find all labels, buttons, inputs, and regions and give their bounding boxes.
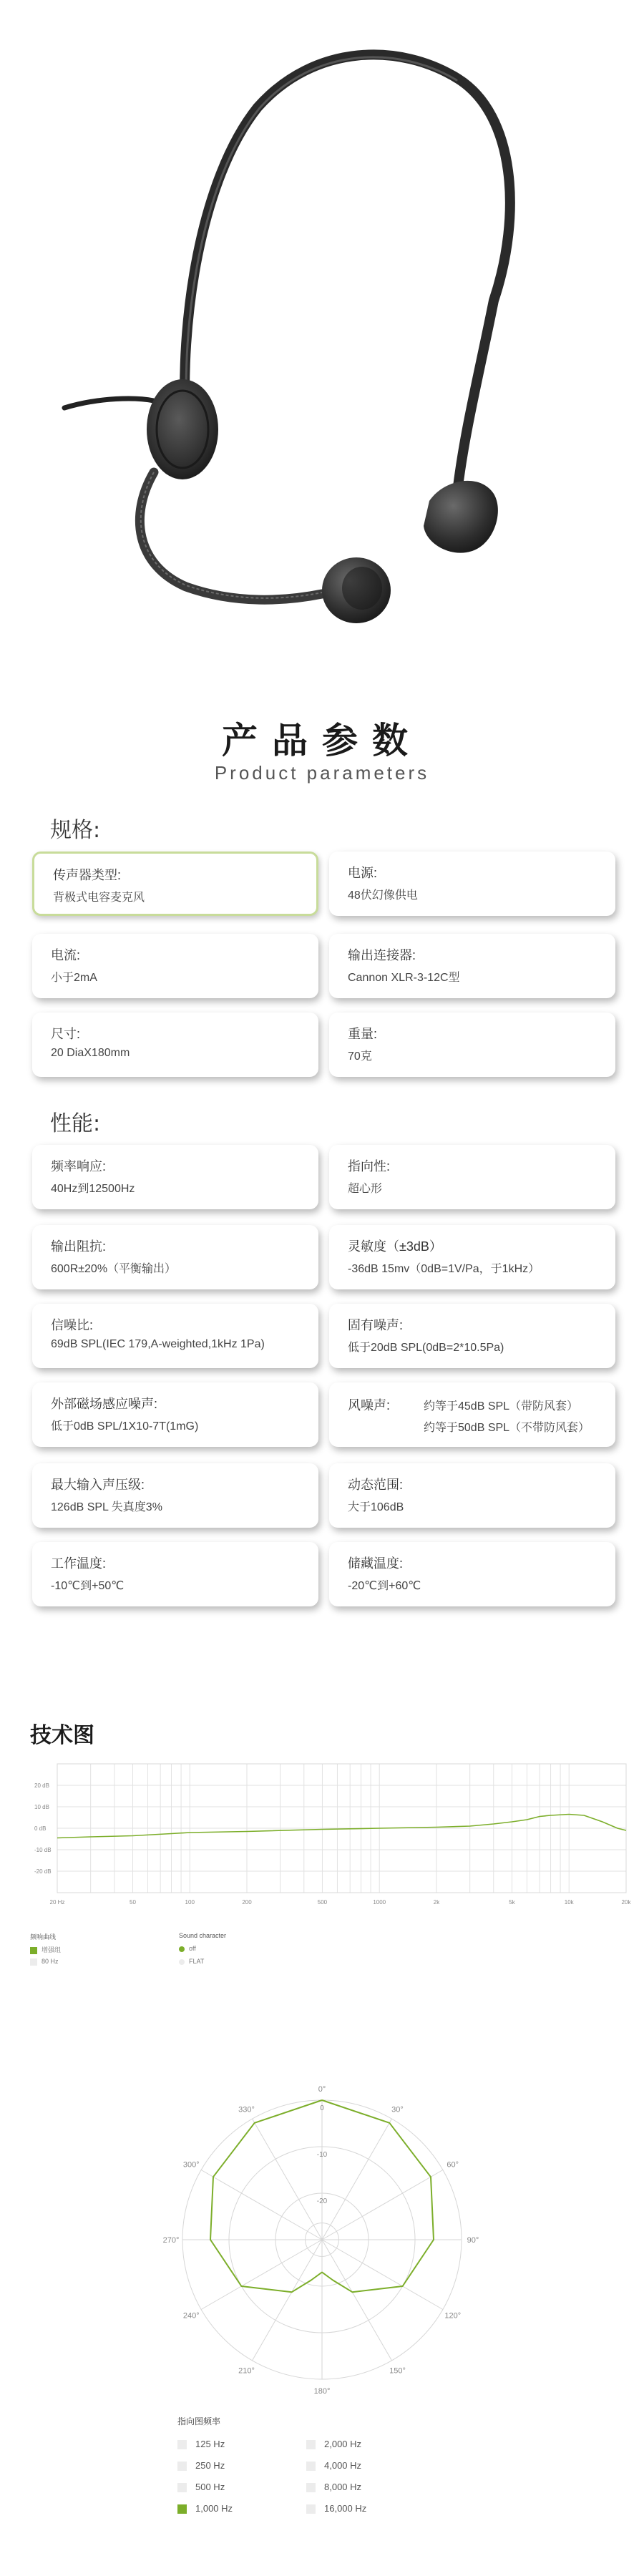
performance-label: 信噪比: xyxy=(51,1318,94,1332)
angle-label: 180° xyxy=(313,2387,331,2396)
radial-label: -10 xyxy=(316,2151,328,2159)
freq-legend-title: 频响曲线 xyxy=(30,1933,57,1941)
radio-icon xyxy=(179,1946,185,1952)
performance-card xyxy=(329,1145,615,1209)
performance-card xyxy=(32,1542,318,1606)
y-tick-label: 0 dB xyxy=(34,1825,47,1832)
x-tick-label: 20 Hz xyxy=(49,1899,65,1906)
performance-label: 频率响应: xyxy=(51,1159,107,1174)
spec-card xyxy=(32,1013,318,1077)
polar-spoke xyxy=(322,2119,392,2240)
polar-spoke xyxy=(201,2240,322,2310)
x-tick-label: 200 xyxy=(242,1899,252,1906)
polar-legend-item[interactable]: 16,000 Hz xyxy=(306,2503,366,2514)
angle-label: 0° xyxy=(318,2085,326,2094)
polar-legend-item[interactable]: 125 Hz xyxy=(177,2439,225,2449)
performance-value: 超心形 xyxy=(348,1183,383,1195)
performance-card xyxy=(32,1304,318,1368)
polar-legend-item[interactable]: 2,000 Hz xyxy=(306,2439,361,2449)
frequency-response-chart xyxy=(29,1757,630,1914)
polar-spoke xyxy=(253,2119,323,2240)
performance-card xyxy=(329,1542,615,1606)
performance-value: 600R±20%（平衡输出） xyxy=(51,1263,177,1275)
polar-spoke xyxy=(322,2240,392,2361)
performance-value: 低于0dB SPL/1X10-7T(1mG) xyxy=(51,1420,199,1433)
spec-value: Cannon XLR-3-12C型 xyxy=(348,972,460,984)
polar-spoke xyxy=(322,2240,443,2310)
spec-value: 小于2mA xyxy=(51,972,97,984)
polar-legend-item[interactable]: 4,000 Hz xyxy=(306,2460,361,2471)
x-tick-label: 1000 xyxy=(373,1899,386,1906)
performance-card xyxy=(329,1382,615,1447)
specs-heading: 规格: xyxy=(50,818,101,843)
performance-label: 外部磁场感应噪声: xyxy=(51,1397,158,1411)
spec-label: 传声器类型: xyxy=(53,868,122,882)
polar-spoke xyxy=(253,2240,323,2361)
performance-label: 输出阻抗: xyxy=(51,1239,107,1254)
radial-label: 0 xyxy=(320,2104,324,2112)
performance-heading: 性能: xyxy=(50,1111,101,1136)
polar-spoke xyxy=(322,2170,443,2240)
performance-card xyxy=(329,1225,615,1289)
performance-label: 动态范围: xyxy=(348,1478,404,1492)
y-tick-label: -20 dB xyxy=(34,1868,52,1875)
swatch-icon xyxy=(306,2504,316,2514)
product-image xyxy=(0,0,644,687)
x-tick-label: 500 xyxy=(317,1899,328,1906)
angle-label: 150° xyxy=(389,2366,406,2376)
performance-value: 126dB SPL 失真度3% xyxy=(51,1501,162,1513)
performance-value: 约等于50dB SPL（不带防风套） xyxy=(424,1422,590,1434)
page-subtitle: Product parameters xyxy=(214,762,430,784)
performance-card xyxy=(32,1225,318,1289)
performance-label: 储藏温度: xyxy=(348,1556,404,1571)
performance-card xyxy=(32,1463,318,1528)
performance-label: 固有噪声: xyxy=(348,1318,404,1332)
swatch-icon xyxy=(306,2440,316,2449)
performance-label: 风噪声: xyxy=(348,1398,391,1413)
polar-legend-item[interactable]: 250 Hz xyxy=(177,2460,225,2471)
y-tick-label: 20 dB xyxy=(34,1782,49,1789)
performance-label: 最大输入声压级: xyxy=(51,1478,145,1492)
polar-legend-title: 指向图频率 xyxy=(177,2416,221,2426)
x-tick-label: 100 xyxy=(185,1899,195,1906)
spec-label: 重量: xyxy=(348,1027,378,1041)
performance-value: 69dB SPL(IEC 179,A-weighted,1kHz 1Pa) xyxy=(51,1338,265,1350)
spec-card xyxy=(329,1013,615,1077)
angle-label: 210° xyxy=(238,2366,255,2376)
performance-value: -20℃到+60℃ xyxy=(348,1580,421,1592)
swatch-icon xyxy=(306,2483,316,2492)
performance-label: 灵敏度（±3dB） xyxy=(348,1239,442,1254)
spec-value: 70克 xyxy=(348,1050,372,1063)
angle-label: 120° xyxy=(444,2311,462,2321)
freq-legend-item[interactable]: 80 Hz xyxy=(30,1958,59,1966)
polar-spoke xyxy=(201,2170,322,2240)
swatch-icon xyxy=(30,1947,37,1954)
angle-label: 330° xyxy=(238,2105,255,2114)
polar-pattern-chart xyxy=(157,2086,487,2401)
sound-character-item[interactable]: off xyxy=(179,1945,196,1952)
page-title: 产品参数 xyxy=(222,720,422,761)
spec-card xyxy=(32,852,318,916)
x-tick-label: 50 xyxy=(130,1899,136,1906)
performance-value: 低于20dB SPL(0dB=2*10.5Pa) xyxy=(348,1342,504,1354)
performance-card xyxy=(329,1463,615,1528)
performance-label: 指向性: xyxy=(348,1159,391,1174)
performance-value: 大于106dB xyxy=(348,1501,404,1513)
spec-card xyxy=(329,934,615,998)
performance-value: -36dB 15mv（0dB=1V/Pa，于1kHz） xyxy=(348,1263,540,1275)
swatch-icon xyxy=(177,2440,187,2449)
angle-label: 270° xyxy=(162,2236,180,2245)
angle-label: 300° xyxy=(182,2160,200,2170)
frequency-response-line xyxy=(57,1815,626,1838)
spec-value: 48伏幻像供电 xyxy=(348,889,418,902)
x-tick-label: 2k xyxy=(433,1899,440,1906)
spec-label: 尺寸: xyxy=(51,1027,81,1041)
performance-card xyxy=(32,1382,318,1447)
spec-label: 电流: xyxy=(51,948,81,962)
x-tick-label: 5k xyxy=(509,1899,515,1906)
performance-card xyxy=(329,1304,615,1368)
spec-value: 20 DiaX180mm xyxy=(51,1047,130,1059)
swatch-icon xyxy=(306,2462,316,2471)
performance-label: 工作温度: xyxy=(51,1556,107,1571)
sound-character-item[interactable]: FLAT xyxy=(179,1958,204,1965)
x-tick-label: 10k xyxy=(564,1899,574,1906)
angle-label: 90° xyxy=(467,2236,479,2245)
angle-label: 240° xyxy=(182,2311,200,2321)
swatch-icon xyxy=(177,2483,187,2492)
y-tick-label: 10 dB xyxy=(34,1804,49,1810)
sound-character-title: Sound character xyxy=(179,1932,227,1939)
performance-card xyxy=(32,1145,318,1209)
y-tick-label: -10 dB xyxy=(34,1847,52,1853)
angle-label: 60° xyxy=(447,2160,459,2170)
x-tick-label: 20k xyxy=(621,1899,631,1906)
polar-legend-item[interactable]: 500 Hz xyxy=(177,2482,225,2492)
swatch-icon xyxy=(30,1958,37,1966)
spec-value: 背极式电容麦克风 xyxy=(53,892,145,904)
spec-label: 电源: xyxy=(348,866,378,880)
swatch-icon xyxy=(177,2504,187,2514)
polar-legend-item[interactable]: 1,000 Hz xyxy=(177,2503,233,2514)
performance-value: 40Hz到12500Hz xyxy=(51,1183,135,1195)
performance-value: -10℃到+50℃ xyxy=(51,1580,125,1592)
spec-card xyxy=(329,852,615,916)
freq-legend-item[interactable]: 增强组 xyxy=(30,1945,61,1954)
radio-icon xyxy=(179,1959,185,1965)
tech-heading: 技术图 xyxy=(30,1723,94,1748)
swatch-icon xyxy=(177,2462,187,2471)
radial-label: -20 xyxy=(316,2197,328,2205)
angle-label: 30° xyxy=(391,2105,404,2114)
spec-card xyxy=(32,934,318,998)
polar-legend-item[interactable]: 8,000 Hz xyxy=(306,2482,361,2492)
spec-label: 输出连接器: xyxy=(348,948,416,962)
performance-value: 约等于45dB SPL（带防风套） xyxy=(424,1400,579,1413)
